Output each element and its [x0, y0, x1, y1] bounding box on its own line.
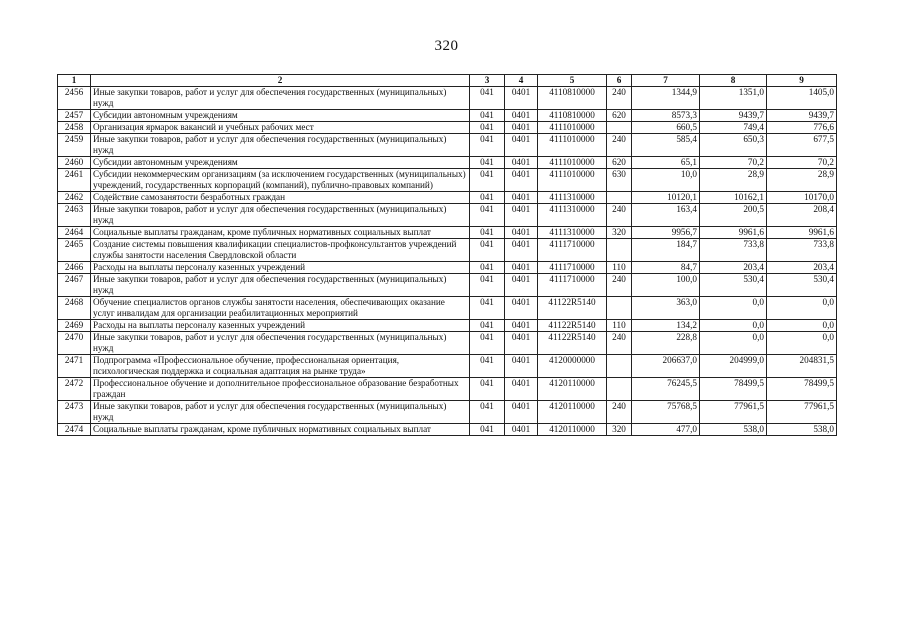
target-article-code: 4111710000: [538, 262, 607, 274]
row-number: 2458: [58, 122, 91, 134]
amount-col-9: 733,8: [767, 239, 837, 262]
amount-col-7: 184,7: [632, 239, 700, 262]
table-row: [58, 239, 837, 262]
amount-col-9: 0,0: [767, 320, 837, 332]
amount-col-9: 9961,6: [767, 227, 837, 239]
section-code: 0401: [505, 378, 538, 401]
amount-col-8: 749,4: [700, 122, 767, 134]
target-article-code: 4120110000: [538, 401, 607, 424]
amount-col-9: 776,6: [767, 122, 837, 134]
row-number: 2462: [58, 192, 91, 204]
section-code: 0401: [505, 110, 538, 122]
row-number: 2456: [58, 87, 91, 110]
table-row: [58, 157, 837, 169]
section-code: 0401: [505, 262, 538, 274]
amount-col-8: 70,2: [700, 157, 767, 169]
row-description: Иные закупки товаров, работ и услуг для обеспечения государственных (муниципальных) нужд: [91, 204, 470, 227]
table-row: [58, 227, 837, 239]
target-article-code: 4111710000: [538, 274, 607, 297]
table-row: [58, 110, 837, 122]
row-description: Расходы на выплаты персоналу казенных учреждений: [91, 262, 470, 274]
target-article-code: 41122R5140: [538, 320, 607, 332]
admin-code: 041: [470, 87, 505, 110]
column-header: 1: [58, 75, 91, 87]
target-article-code: 4110810000: [538, 87, 607, 110]
section-code: 0401: [505, 355, 538, 378]
section-code: 0401: [505, 204, 538, 227]
amount-col-9: 70,2: [767, 157, 837, 169]
admin-code: 041: [470, 110, 505, 122]
row-number: 2468: [58, 297, 91, 320]
amount-col-8: 530,4: [700, 274, 767, 297]
amount-col-7: 1344,9: [632, 87, 700, 110]
table-row: [58, 378, 837, 401]
target-article-code: 4120110000: [538, 424, 607, 436]
section-code: 0401: [505, 239, 538, 262]
amount-col-9: 0,0: [767, 332, 837, 355]
amount-col-9: 677,5: [767, 134, 837, 157]
admin-code: 041: [470, 157, 505, 169]
row-description: Создание системы повышения квалификации специалистов-профконсультантов учреждений службы занятости населения Свердловской области: [91, 239, 470, 262]
column-header: 7: [632, 75, 700, 87]
expense-type-code: 320: [607, 227, 632, 239]
amount-col-7: 10120,1: [632, 192, 700, 204]
expense-type-code: 630: [607, 169, 632, 192]
row-number: 2460: [58, 157, 91, 169]
column-header: 4: [505, 75, 538, 87]
expense-type-code: 240: [607, 274, 632, 297]
expense-type-code: 110: [607, 262, 632, 274]
row-description: Социальные выплаты гражданам, кроме публичных нормативных социальных выплат: [91, 227, 470, 239]
column-header: 9: [767, 75, 837, 87]
amount-col-9: 9439,7: [767, 110, 837, 122]
column-header: 2: [91, 75, 470, 87]
expense-type-code: 320: [607, 424, 632, 436]
row-number: 2470: [58, 332, 91, 355]
section-code: 0401: [505, 192, 538, 204]
table-row: [58, 355, 837, 378]
expense-type-code: 110: [607, 320, 632, 332]
table-row: [58, 320, 837, 332]
amount-col-9: 208,4: [767, 204, 837, 227]
row-number: 2459: [58, 134, 91, 157]
amount-col-7: 660,5: [632, 122, 700, 134]
row-description: Организация ярмарок вакансий и учебных рабочих мест: [91, 122, 470, 134]
expense-type-code: 240: [607, 87, 632, 110]
expense-type-code: [607, 378, 632, 401]
table-row: [58, 332, 837, 355]
table-row: [58, 134, 837, 157]
column-header: 3: [470, 75, 505, 87]
expense-type-code: [607, 122, 632, 134]
amount-col-8: 10162,1: [700, 192, 767, 204]
admin-code: 041: [470, 204, 505, 227]
amount-col-7: 134,2: [632, 320, 700, 332]
expense-type-code: [607, 355, 632, 378]
admin-code: 041: [470, 122, 505, 134]
budget-table: [57, 74, 837, 436]
amount-col-7: 8573,3: [632, 110, 700, 122]
section-code: 0401: [505, 297, 538, 320]
row-description: Обучение специалистов органов службы занятости населения, обеспечивающих оказание услуг инвалидам для организации реабилитационных мероприятий: [91, 297, 470, 320]
amount-col-8: 204999,0: [700, 355, 767, 378]
target-article-code: 4110810000: [538, 110, 607, 122]
amount-col-7: 75768,5: [632, 401, 700, 424]
amount-col-8: 1351,0: [700, 87, 767, 110]
admin-code: 041: [470, 227, 505, 239]
admin-code: 041: [470, 192, 505, 204]
target-article-code: 4120000000: [538, 355, 607, 378]
amount-col-8: 28,9: [700, 169, 767, 192]
amount-col-9: 78499,5: [767, 378, 837, 401]
row-description: Субсидии автономным учреждениям: [91, 157, 470, 169]
row-description: Расходы на выплаты персоналу казенных учреждений: [91, 320, 470, 332]
admin-code: 041: [470, 262, 505, 274]
target-article-code: 4111010000: [538, 134, 607, 157]
row-number: 2469: [58, 320, 91, 332]
amount-col-8: 0,0: [700, 332, 767, 355]
section-code: 0401: [505, 401, 538, 424]
section-code: 0401: [505, 169, 538, 192]
target-article-code: 41122R5140: [538, 297, 607, 320]
admin-code: 041: [470, 274, 505, 297]
expense-type-code: [607, 192, 632, 204]
row-number: 2463: [58, 204, 91, 227]
admin-code: 041: [470, 239, 505, 262]
amount-col-7: 9956,7: [632, 227, 700, 239]
expense-type-code: 620: [607, 157, 632, 169]
amount-col-7: 76245,5: [632, 378, 700, 401]
admin-code: 041: [470, 169, 505, 192]
admin-code: 041: [470, 332, 505, 355]
row-description: Субсидии некоммерческим организациям (за исключением государственных (муниципальных) учреждений, государственных корпораций (компаний), публично-правовых компаний): [91, 169, 470, 192]
table-body: [58, 87, 837, 436]
amount-col-8: 78499,5: [700, 378, 767, 401]
target-article-code: 4111310000: [538, 192, 607, 204]
row-description: Профессиональное обучение и дополнительное профессиональное образование безработных граждан: [91, 378, 470, 401]
expense-type-code: 240: [607, 134, 632, 157]
target-article-code: 4111010000: [538, 122, 607, 134]
row-number: 2467: [58, 274, 91, 297]
amount-col-8: 538,0: [700, 424, 767, 436]
header-row: [58, 75, 837, 87]
amount-col-7: 10,0: [632, 169, 700, 192]
amount-col-7: 65,1: [632, 157, 700, 169]
admin-code: 041: [470, 297, 505, 320]
row-description: Иные закупки товаров, работ и услуг для обеспечения государственных (муниципальных) нужд: [91, 134, 470, 157]
section-code: 0401: [505, 134, 538, 157]
section-code: 0401: [505, 332, 538, 355]
row-number: 2461: [58, 169, 91, 192]
amount-col-9: 77961,5: [767, 401, 837, 424]
table-row: [58, 401, 837, 424]
amount-col-8: 9439,7: [700, 110, 767, 122]
row-description: Содействие самозанятости безработных граждан: [91, 192, 470, 204]
amount-col-7: 84,7: [632, 262, 700, 274]
amount-col-8: 0,0: [700, 297, 767, 320]
amount-col-9: 203,4: [767, 262, 837, 274]
row-description: Иные закупки товаров, работ и услуг для обеспечения государственных (муниципальных) нужд: [91, 87, 470, 110]
amount-col-8: 650,3: [700, 134, 767, 157]
target-article-code: 4111310000: [538, 227, 607, 239]
section-code: 0401: [505, 274, 538, 297]
amount-col-9: 0,0: [767, 297, 837, 320]
amount-col-8: 200,5: [700, 204, 767, 227]
amount-col-8: 77961,5: [700, 401, 767, 424]
table-row: [58, 122, 837, 134]
table-row: [58, 204, 837, 227]
admin-code: 041: [470, 134, 505, 157]
table-row: [58, 262, 837, 274]
table-row: [58, 274, 837, 297]
admin-code: 041: [470, 401, 505, 424]
section-code: 0401: [505, 320, 538, 332]
amount-col-7: 363,0: [632, 297, 700, 320]
amount-col-8: 203,4: [700, 262, 767, 274]
amount-col-8: 9961,6: [700, 227, 767, 239]
row-number: 2465: [58, 239, 91, 262]
row-description: Подпрограмма «Профессиональное обучение, профессиональная ориентация, психологическая поддержка и социальная адаптация на рынке труда»: [91, 355, 470, 378]
expense-type-code: 240: [607, 401, 632, 424]
expense-type-code: [607, 297, 632, 320]
section-code: 0401: [505, 87, 538, 110]
table-row: [58, 424, 837, 436]
admin-code: 041: [470, 320, 505, 332]
table-row: [58, 169, 837, 192]
row-number: 2466: [58, 262, 91, 274]
expense-type-code: 240: [607, 204, 632, 227]
table-row: [58, 297, 837, 320]
section-code: 0401: [505, 122, 538, 134]
row-description: Иные закупки товаров, работ и услуг для обеспечения государственных (муниципальных) нужд: [91, 274, 470, 297]
column-header: 6: [607, 75, 632, 87]
section-code: 0401: [505, 424, 538, 436]
row-number: 2474: [58, 424, 91, 436]
column-header: 8: [700, 75, 767, 87]
admin-code: 041: [470, 424, 505, 436]
column-header: 5: [538, 75, 607, 87]
row-number: 2471: [58, 355, 91, 378]
target-article-code: 4111710000: [538, 239, 607, 262]
row-number: 2473: [58, 401, 91, 424]
expense-type-code: 620: [607, 110, 632, 122]
target-article-code: 4111010000: [538, 157, 607, 169]
table-row: [58, 87, 837, 110]
amount-col-7: 100,0: [632, 274, 700, 297]
amount-col-7: 477,0: [632, 424, 700, 436]
admin-code: 041: [470, 355, 505, 378]
target-article-code: 4111010000: [538, 169, 607, 192]
amount-col-7: 206637,0: [632, 355, 700, 378]
target-article-code: 41122R5140: [538, 332, 607, 355]
amount-col-9: 10170,0: [767, 192, 837, 204]
table-row: [58, 192, 837, 204]
amount-col-9: 28,9: [767, 169, 837, 192]
expense-type-code: 240: [607, 332, 632, 355]
row-description: Субсидии автономным учреждениям: [91, 110, 470, 122]
expense-type-code: [607, 239, 632, 262]
amount-col-7: 228,8: [632, 332, 700, 355]
target-article-code: 4120110000: [538, 378, 607, 401]
row-number: 2464: [58, 227, 91, 239]
amount-col-9: 538,0: [767, 424, 837, 436]
row-description: Социальные выплаты гражданам, кроме публичных нормативных социальных выплат: [91, 424, 470, 436]
page-number: 320: [434, 38, 459, 54]
section-code: 0401: [505, 227, 538, 239]
amount-col-7: 585,4: [632, 134, 700, 157]
amount-col-9: 530,4: [767, 274, 837, 297]
amount-col-9: 204831,5: [767, 355, 837, 378]
target-article-code: 4111310000: [538, 204, 607, 227]
section-code: 0401: [505, 157, 538, 169]
amount-col-8: 733,8: [700, 239, 767, 262]
row-number: 2472: [58, 378, 91, 401]
row-description: Иные закупки товаров, работ и услуг для обеспечения государственных (муниципальных) нужд: [91, 401, 470, 424]
row-description: Иные закупки товаров, работ и услуг для обеспечения государственных (муниципальных) нужд: [91, 332, 470, 355]
row-number: 2457: [58, 110, 91, 122]
admin-code: 041: [470, 378, 505, 401]
amount-col-9: 1405,0: [767, 87, 837, 110]
amount-col-7: 163,4: [632, 204, 700, 227]
amount-col-8: 0,0: [700, 320, 767, 332]
